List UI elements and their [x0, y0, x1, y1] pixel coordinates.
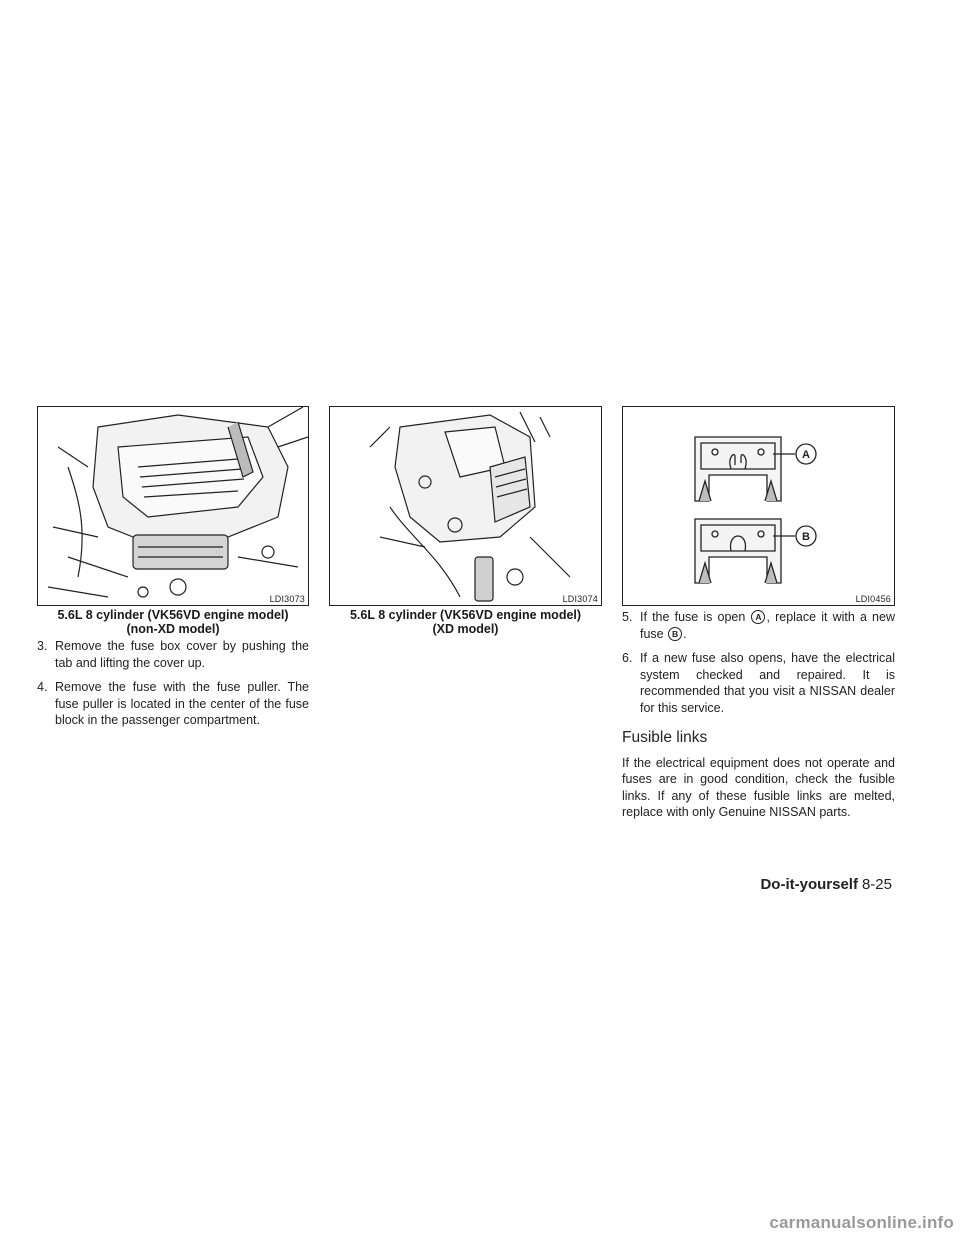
step-number: 4.	[37, 680, 48, 694]
figure-caption-xd	[329, 608, 602, 636]
footer-section-title: Do-it-yourself	[760, 876, 858, 893]
figure-code: LDI3074	[562, 594, 598, 604]
figure-engine-non-xd	[37, 406, 309, 606]
step-number: 5.	[622, 610, 633, 624]
step-text: If a new fuse also opens, have the electrical system checked and repaired. It is recommended that you visit a NISSAN dealer for this service.	[640, 651, 895, 715]
caption-line: (XD model)	[432, 622, 499, 636]
figure-code: LDI3073	[269, 594, 305, 604]
caption-line: 5.6L 8 cylinder (VK56VD engine model)	[57, 608, 289, 622]
figure-caption-non-xd	[37, 608, 309, 636]
step-number: 6.	[622, 651, 633, 665]
ref-b-icon: B	[668, 627, 682, 641]
left-column	[37, 638, 309, 737]
figure-fuses	[622, 406, 895, 606]
callout-a-label: A	[802, 449, 810, 461]
section-heading: Fusible links	[622, 729, 708, 746]
page-number: 8-25	[861, 876, 892, 893]
step-6	[622, 650, 895, 716]
step-text-pre: If the fuse is open	[640, 610, 746, 624]
watermark[interactable]: carmanualsonline.info	[769, 1213, 954, 1232]
step-text: Remove the fuse box cover by pushing the tab and lifting the cover up.	[55, 639, 309, 670]
step-4	[37, 679, 309, 729]
caption-line: 5.6L 8 cylinder (VK56VD engine model)	[349, 608, 582, 622]
figure-engine-xd	[329, 406, 602, 606]
engine-bay-illustration	[38, 407, 309, 606]
section-body: If the electrical equipment does not operate and fuses are in good condition, check the fusible links. If any of these fusible links are melted, replace with only Genuine NISSAN parts.	[622, 755, 895, 819]
engine-bay-illustration	[330, 407, 602, 606]
ref-a-icon: A	[751, 610, 765, 624]
caption-line: (non-XD model)	[126, 622, 220, 636]
fuse-illustration	[623, 407, 895, 606]
step-text: Remove the fuse with the fuse puller. The fuse puller is located in the center of the fuse block in the passenger compartment.	[55, 680, 309, 727]
step-text-post: .	[683, 626, 687, 641]
figure-code: LDI0456	[855, 594, 891, 604]
right-column	[622, 609, 895, 821]
step-3	[37, 638, 309, 671]
step-text-mid: , replace it with a new fuse	[640, 610, 895, 641]
page-footer	[760, 876, 892, 893]
step-5	[622, 609, 895, 642]
callout-b-label: B	[802, 531, 810, 543]
step-number: 3.	[37, 639, 48, 653]
